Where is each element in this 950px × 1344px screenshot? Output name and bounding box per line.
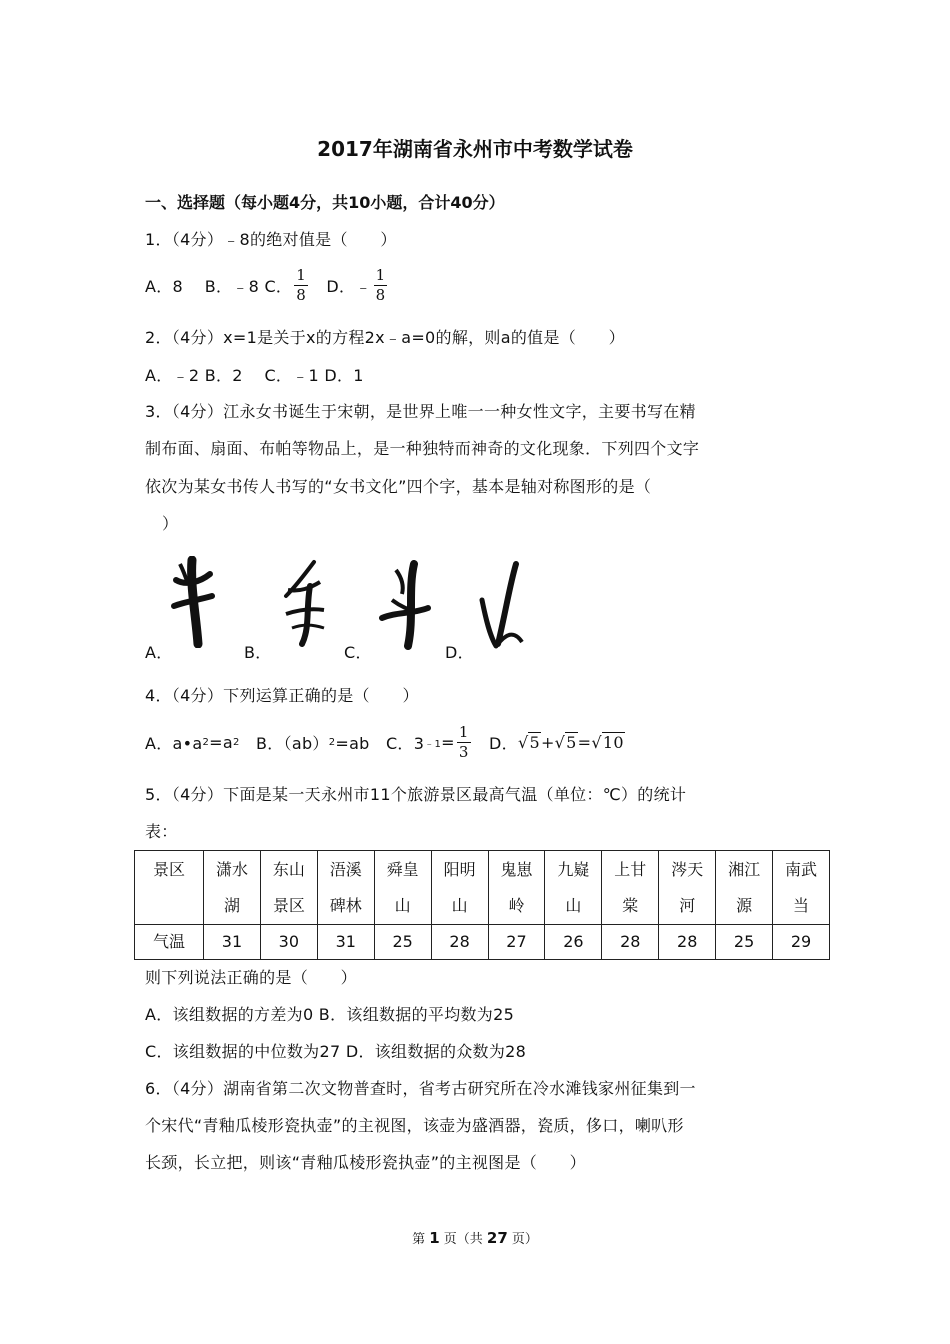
table-header-cell: 上甘 棠 [602,851,659,925]
table-row [135,925,830,960]
nushu-glyph-d-image [476,560,526,650]
q1-fraction-c: $\frac{1}{8}$ [296,265,307,304]
table-header-cell: 舜皇 山 [374,851,431,925]
question-3-option-c: C． [344,643,372,662]
question-2-stem: 2．（4分）x=1是关于x的方程2x﹣a=0的解，则a的值是（ ） [145,328,625,347]
table-header-cell: 阳明 山 [431,851,488,925]
question-5-after-table: 则下列说法正确的是（ ） [145,968,357,987]
table-header-cell: 浯溪 碑林 [317,851,374,925]
q4-option-a: A．a•a [145,733,203,753]
footer-page-number: 1 [429,1229,440,1247]
q1-option-abc: A．8 B．﹣8 C． [145,276,293,296]
question-6-line-3: 长颈，长立把，则该“青釉瓜棱形瓷执壶”的主视图是（ ） [145,1153,586,1172]
question-4-options [145,720,625,764]
question-1-stem: 1．（4分）﹣8的绝对值是（ ） [145,230,397,249]
question-2-options: A．﹣2 B．2 C．﹣1 D．1 [145,366,364,385]
q4-option-b: B．（ab） [239,733,329,753]
q1-option-d: D．﹣ [310,276,372,296]
q4-option-d: D． [472,733,518,753]
q4-fraction: $\frac{1}{3}$ [458,722,469,761]
table-header-cell: 湘江 源 [716,851,773,925]
question-3-option-b: B． [244,643,272,662]
table-header-cell: 东山 景区 [260,851,317,925]
question-3-option-a: A． [145,643,173,662]
table-cell: 28 [602,925,659,960]
table-row-label: 气温 [135,925,204,960]
q4-sup: 2 [232,736,240,748]
q4-sup: 2 [328,736,336,748]
question-5-line-1: 5．（4分）下面是某一天永州市11个旅游景区最高气温（单位：℃）的统计 [145,785,687,804]
question-6-line-2: 个宋代“青釉瓜棱形瓷执壶”的主视图，该壶为盛酒器，瓷质，侈口，喇叭形 [145,1116,684,1135]
q1-fraction-d: $\frac{1}{8}$ [375,265,386,304]
temperature-table [134,850,830,960]
table-header-cell: 潇水 湖 [204,851,261,925]
page-title: 2017年湖南省永州市中考数学试卷 [317,137,633,161]
table-cell: 30 [260,925,317,960]
table-cell: 29 [773,925,830,960]
question-3-option-d: D． [445,643,474,662]
nushu-glyph-a-image [170,556,218,648]
footer-text: 页（共 [439,1232,487,1247]
q4-sup: ﹣1 [424,738,442,750]
page-footer [0,1228,950,1247]
q4-sup: 2 [202,736,210,748]
q4-option-c: =ab C．3 [335,733,425,753]
table-cell: 25 [716,925,773,960]
question-5-options-ab: A．该组数据的方差为0 B．该组数据的平均数为25 [145,1005,515,1024]
question-4-stem: 4．（4分）下列运算正确的是（ ） [145,686,419,705]
question-3-line-2: 制布面、扇面、布帕等物品上，是一种独特而神奇的文化现象．下列四个文字 [145,439,700,458]
footer-text: 页） [507,1232,538,1247]
table-header-cell: 鬼崽 岭 [488,851,545,925]
table-cell: 25 [374,925,431,960]
q4-text: =a [209,732,233,752]
q4-sqrt-expression: √5+√5=√10 [517,732,624,752]
table-cell: 28 [659,925,716,960]
question-6-line-1: 6．（4分）湖南省第二次文物普查时，省考古研究所在冷水滩钱家州征集到一 [145,1079,696,1098]
q4-text: = [441,732,455,752]
table-cell: 27 [488,925,545,960]
nushu-glyph-b-image [280,558,330,648]
table-header-row [135,851,830,925]
question-5-options-cd: C．该组数据的中位数为27 D．该组数据的众数为28 [145,1042,527,1061]
nushu-glyph-c-image [378,560,434,650]
table-cell: 31 [317,925,374,960]
table-header-cell: 涔天 河 [659,851,716,925]
footer-text: 第 [412,1232,430,1247]
table-header-cell: 南武 当 [773,851,830,925]
question-5-line-2: 表： [145,822,178,841]
question-3-line-4: ） [162,514,179,533]
table-cell: 28 [431,925,488,960]
table-cell: 31 [204,925,261,960]
table-cell: 26 [545,925,602,960]
table-header-cell: 九嶷 山 [545,851,602,925]
table-header-label: 景区 [135,851,204,925]
question-3-line-1: 3．（4分）江永女书诞生于宋朝，是世界上唯一一种女性文字，主要书写在精 [145,402,696,421]
question-1-options [145,264,389,306]
section-heading: 一、选择题（每小题4分，共10小题，合计40分） [145,193,505,212]
question-3-line-3: 依次为某女书传人书写的“女书文化”四个字，基本是轴对称图形的是（ [145,477,652,496]
footer-total-pages: 27 [486,1229,508,1247]
